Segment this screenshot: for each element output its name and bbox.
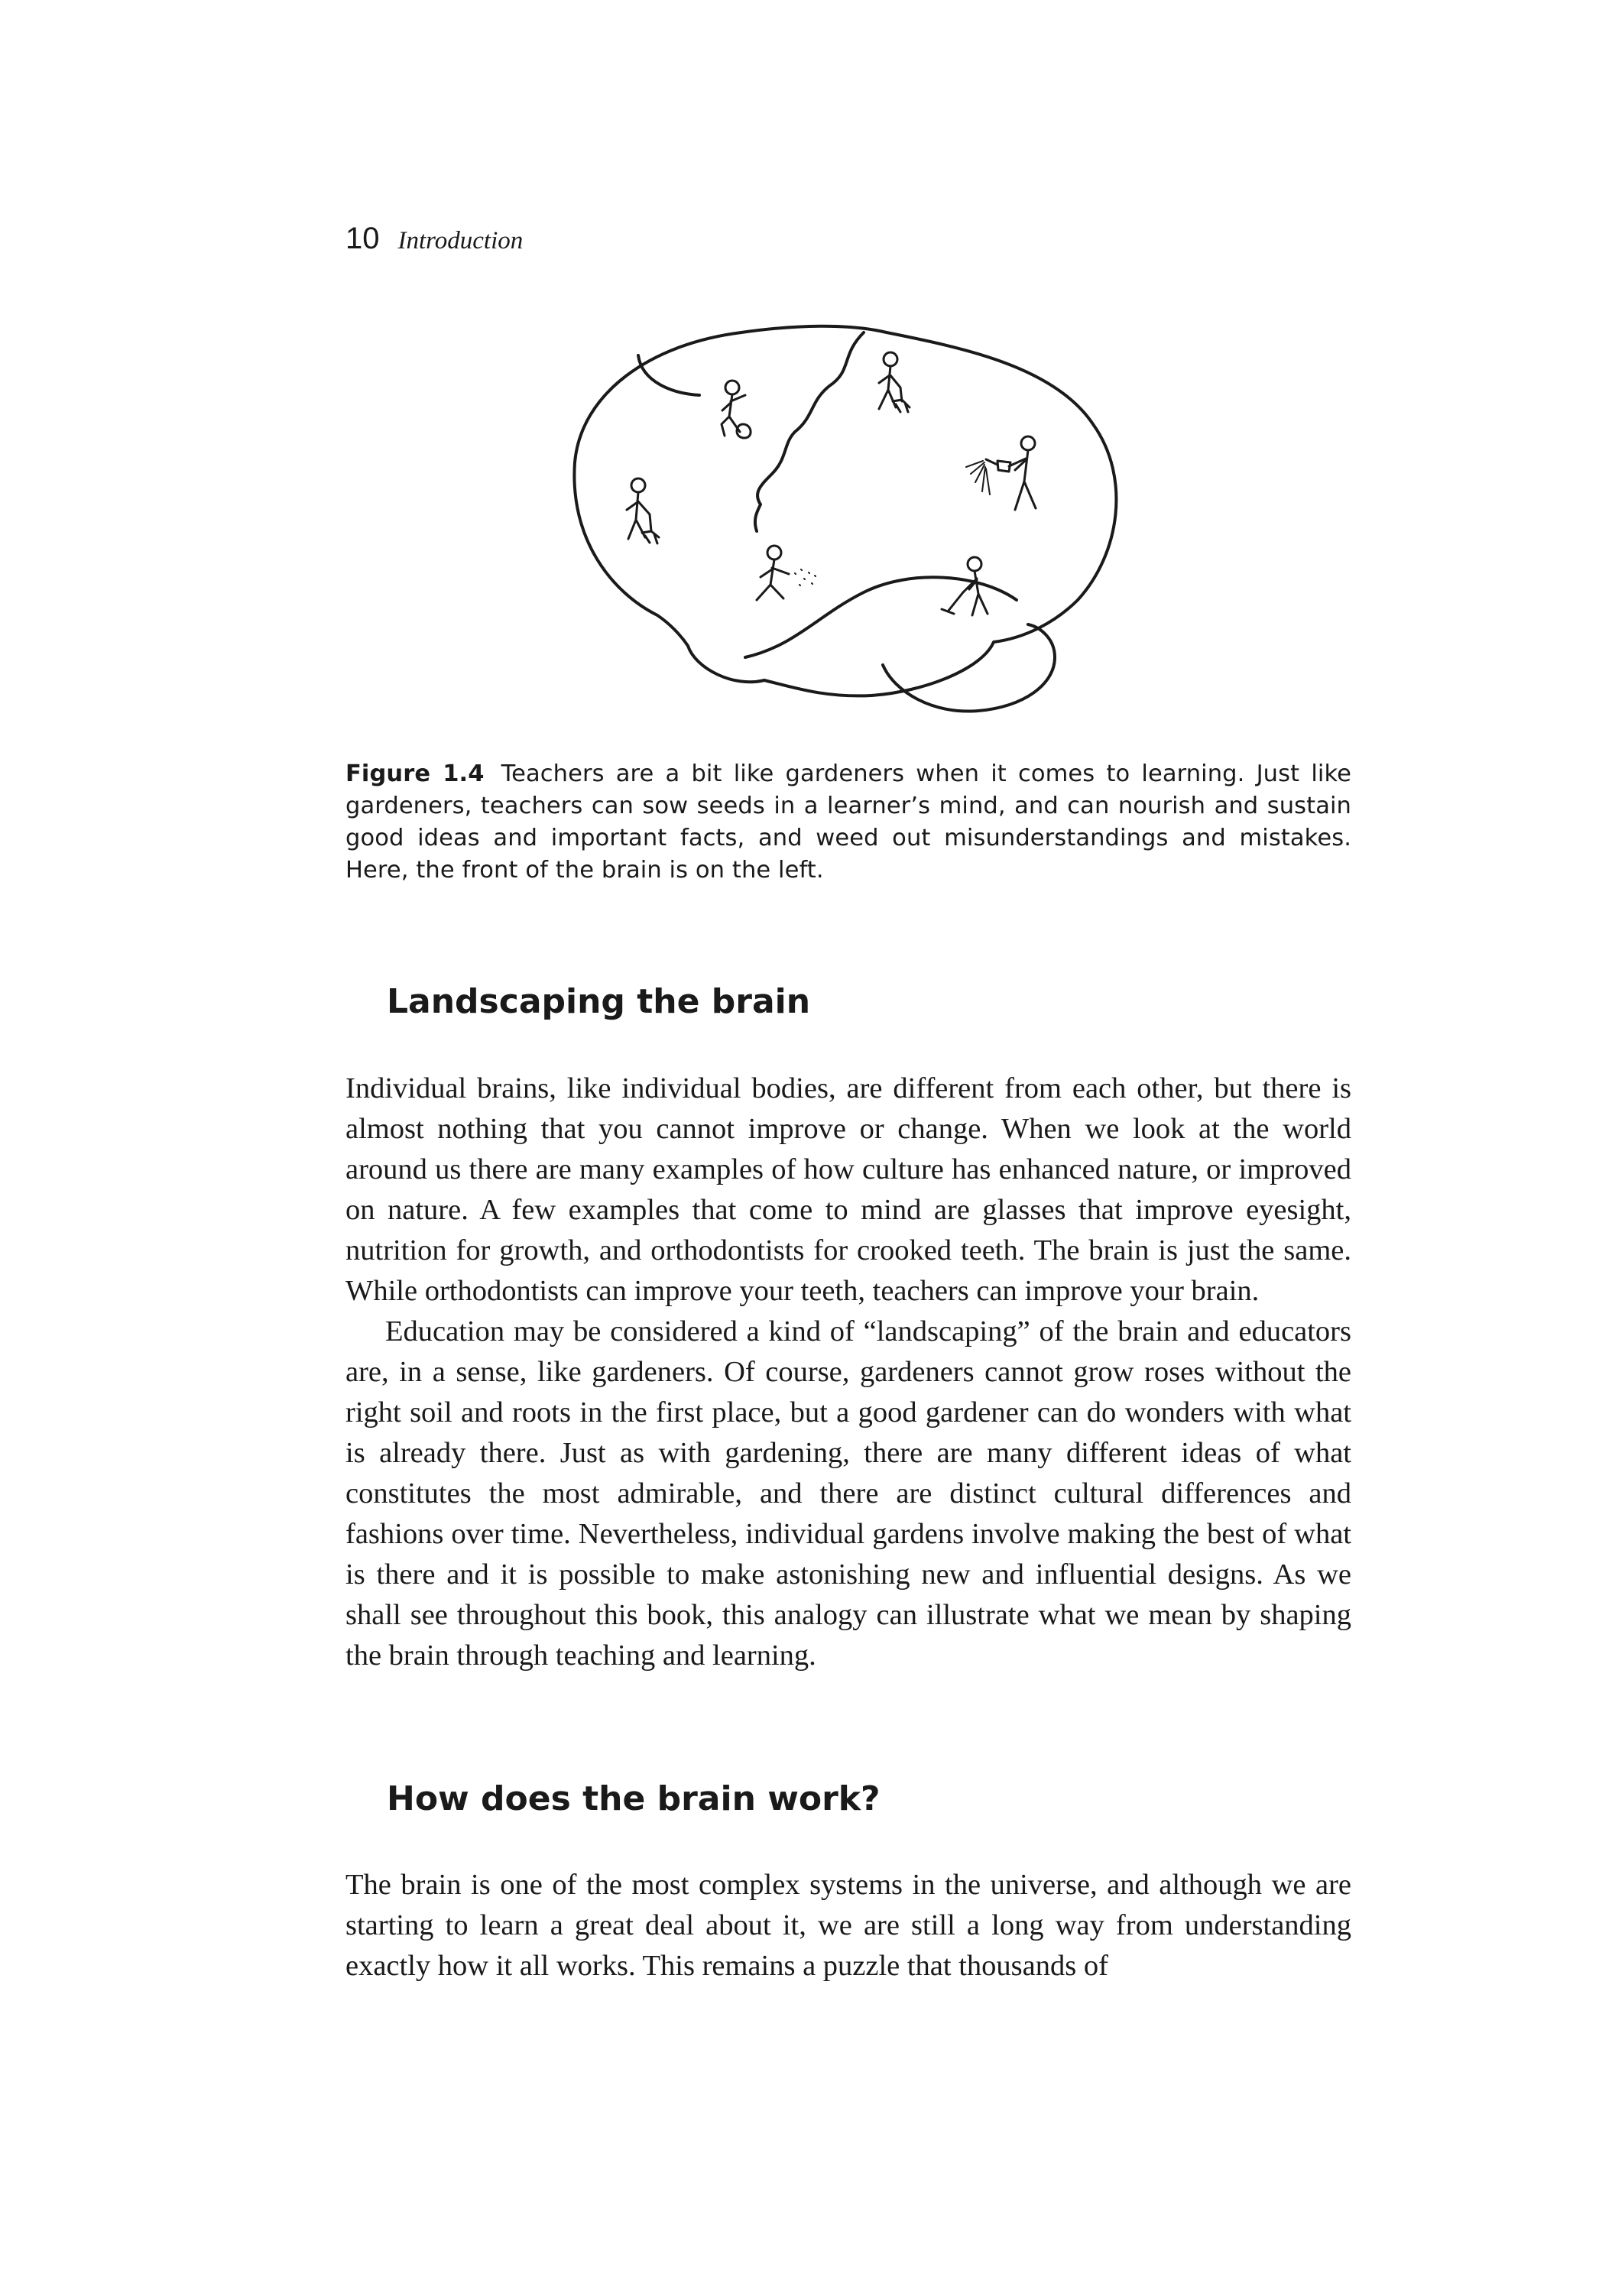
gardener-figure-weeding [627, 478, 659, 543]
section-body-landscaping [345, 1069, 1351, 1676]
gardener-figure-digging [879, 352, 910, 412]
brain-gardeners-illustration [566, 310, 1124, 738]
gardener-figure-watering [966, 436, 1036, 510]
paragraph: Education may be considered a kind of “landscaping” of the brain and educators are, in a sense, like gardeners. Of course, gardeners cannot grow roses without the right soil and roots in the first place, but a good gardener can do wonders with what is already there. Just as with gardening, there are many different ideas of what constitutes the most admirable, and there are distinct cultural differences and fashions over time. Nevertheless, individual gardens involve making the best of what is there and it is possible to make astonishing new and influential designs. As we shall see throughout this book, this analogy can illustrate what we mean by shaping the brain through teaching and learning. [345, 1315, 1351, 1672]
gardener-figure-sweeping [942, 557, 988, 615]
page-number: 10 [345, 222, 380, 255]
section-body-how-brain-works [345, 1865, 1351, 1986]
temporal-fold [745, 577, 1017, 657]
figure-caption [345, 758, 1351, 887]
figure-caption-text: Teachers are a bit like gardeners when it comes to learning. Just like gardeners, teachers can sow seeds in a learner’s mind, and can nourish and sustain good ideas and important facts, and weed out misunderstandings and mistakes. Here, the front of the brain is on the left. [345, 760, 1352, 884]
central-fissure [755, 332, 864, 531]
gardener-figure-sowing [757, 546, 816, 600]
section-heading-how-brain-works: How does the brain work? [387, 1779, 881, 1818]
running-head [345, 222, 523, 256]
gardener-figure-kneeling [722, 381, 751, 438]
paragraph: Individual brains, like individual bodies, are different from each other, but there is almost nothing that you cannot improve or change. When we look at the world around us there are many examples of how culture has enhanced nature, or improved on nature. A few examples that come to mind are glasses that improve eyesight, nutrition for growth, and orthodontists for crooked teeth. The brain is just the same. While orthodontists can improve your teeth, teachers can improve your brain. [345, 1072, 1351, 1307]
figure-label: Figure 1.4 [345, 760, 485, 787]
section-heading-landscaping: Landscaping the brain [387, 982, 811, 1021]
paragraph: The brain is one of the most complex systems in the universe, and although we are starting to learn a great deal about it, we are still a long way from understanding exactly how it all works. This remains a puzzle that thousands of [345, 1869, 1351, 1982]
running-head-title: Introduction [397, 227, 524, 255]
